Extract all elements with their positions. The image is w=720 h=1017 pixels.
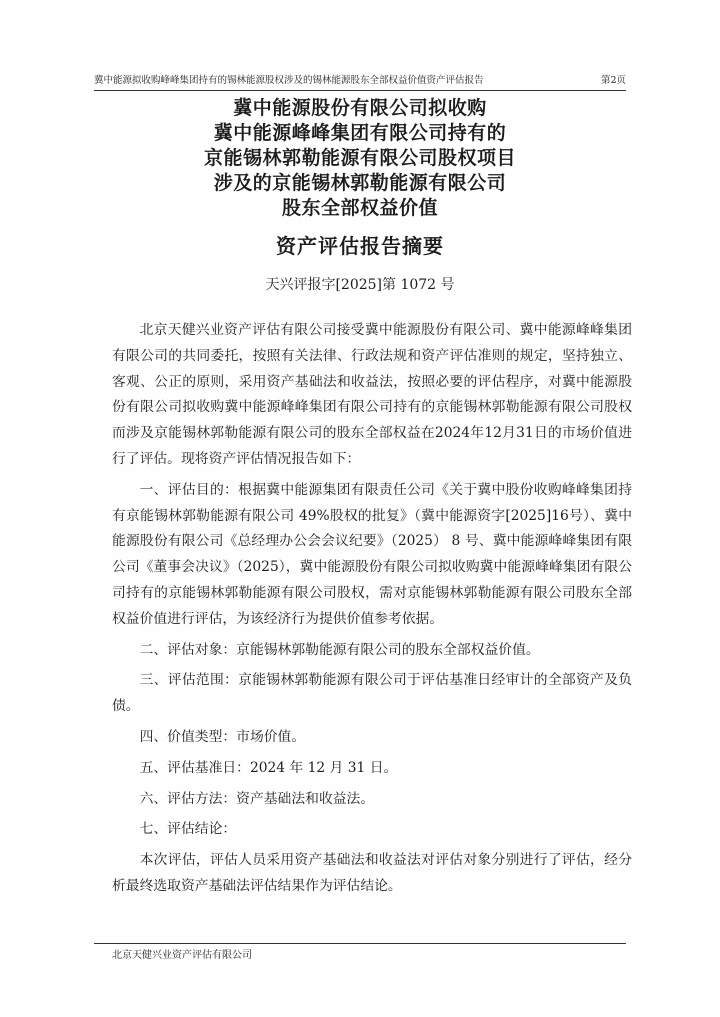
paragraph-method: 六、评估方法：资产基础法和收益法。: [139, 790, 375, 807]
paragraph-value-type: 四、价值类型：市场价值。: [139, 728, 306, 745]
paragraph-scope: 三、评估范围：京能锡林郭勒能源有限公司于评估基准日经审计的全部资产及负债。: [112, 672, 632, 715]
paragraph-conclusion-heading: 七、评估结论：: [139, 821, 237, 838]
title-line: 涉及的京能锡林郭勒能源有限公司: [213, 172, 507, 194]
report-title: [94, 96, 626, 221]
header-divider: [94, 90, 626, 91]
footer-divider: [94, 943, 626, 944]
running-header: [94, 72, 626, 90]
paragraph-base-date: 五、评估基准日：2024 年 12 月 31 日。: [139, 759, 398, 776]
title-line: 股东全部权益价值: [281, 197, 438, 219]
paragraph-purpose: 一、评估目的：根据冀中能源集团有限责任公司《关于冀中股份收购峰峰集团持有京能锡林郭勒能源有限公司 49%股权的批复》（冀中能源资字[2025]16号）、冀中能源股份有限公司《总经理办公会会议纪要》（2025） 8 号、冀中能源峰峰集团有限公司《董事会决议》（2025），冀中能源股份有限公司拟收购冀中能源峰峰集团有限公司持有的京能锡林郭勒能源有限公司股权，需对京能锡林郭勒能源有限公司股东全部权益价值进行评估，为该经济行为提供价值参考依据。: [112, 481, 632, 627]
header-report-title: 冀中能源拟收购峰峰集团持有的锡林能源股权涉及的锡林能源股东全部权益价值资产评估报告: [94, 75, 484, 86]
title-line: 冀中能源股份有限公司拟收购: [233, 97, 487, 119]
report-subtitle: 资产评估报告摘要: [276, 234, 444, 258]
title-line: 京能锡林郭勒能源有限公司股权项目: [203, 147, 516, 169]
report-body: [112, 318, 632, 905]
footer-company: 北京天健兴业资产评估有限公司: [112, 950, 252, 961]
paragraph-intro: 北京天健兴业资产评估有限公司接受冀中能源股份有限公司、冀中能源峰峰集团有限公司的共同委托，按照有关法律、行政法规和资产评估准则的规定，坚持独立、客观、公正的原则，采用资产基础法和收益法，按照必要的评估程序，对冀中能源股份有限公司拟收购冀中能源峰峰集团有限公司持有的京能锡林郭勒能源有限公司股权而涉及京能锡林郭勒能源有限公司的股东全部权益在2024年12月31日的市场价值进行了评估。现将资产评估情况报告如下：: [112, 322, 632, 467]
header-page-number: 第2页: [600, 75, 626, 86]
paragraph-conclusion: 本次评估，评估人员采用资产基础法和收益法对评估对象分别进行了评估，经分析最终选取资产基础法评估结果作为评估结论。: [112, 852, 632, 894]
document-number: 天兴评报字[2025]第 1072 号: [265, 277, 455, 293]
paragraph-object: 二、评估对象：京能锡林郭勒能源有限公司的股东全部权益价值。: [139, 641, 540, 658]
title-line: 冀中能源峰峰集团有限公司持有的: [213, 122, 507, 144]
